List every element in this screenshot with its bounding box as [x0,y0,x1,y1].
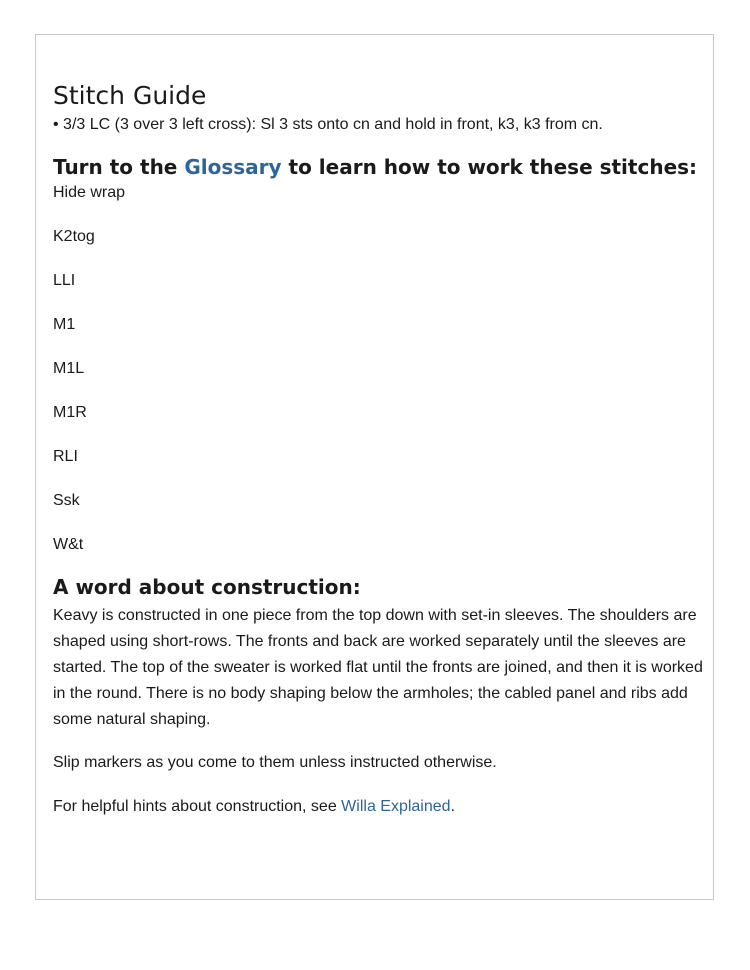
stitch-list [53,182,703,556]
stitch-list-item: RLI [53,448,78,465]
helpful-hints-before: For helpful hints about construction, see [53,798,342,815]
glossary-heading-after: to learn how to work these stitches: [281,155,698,179]
helpful-hints [53,796,703,818]
stitch-guide-title: Stitch Guide [53,81,207,110]
glossary-link[interactable]: Glossary [184,155,282,179]
stitch-list-item: Hide wrap [53,184,126,201]
slip-markers-note: Slip markers as you come to them unless instructed otherwise. [53,754,497,771]
page-content [53,78,703,818]
stitch-list-item: LLI [53,272,76,289]
glossary-heading [53,153,703,182]
glossary-heading-before: Turn to the [53,155,185,179]
willa-explained-link[interactable]: Willa Explained [341,798,451,815]
stitch-list-item: M1R [53,404,87,421]
stitch-list-item: M1 [53,316,76,333]
stitch-list-item: W&t [53,536,84,553]
construction-heading: A word about construction: [53,575,361,599]
construction-body: Keavy is constructed in one piece from the top down with set-in sleeves. The shoulders are shaped using short-rows. The fronts and back are worked separately until the sleeves are started. The top of the sweater is worked flat until the fronts are joined, and then it is worked in the round. There is no body shaping below the armholes; the cabled panel and ribs add some natural shaping. [53,607,703,728]
helpful-hints-after: . [450,798,456,815]
stitch-list-item: K2tog [53,228,95,245]
stitch-guide-item: • 3/3 LC (3 over 3 left cross): Sl 3 sts onto cn and hold in front, k3, k3 from cn. [53,116,603,133]
stitch-list-item: M1L [53,360,85,377]
stitch-list-item: Ssk [53,492,80,509]
